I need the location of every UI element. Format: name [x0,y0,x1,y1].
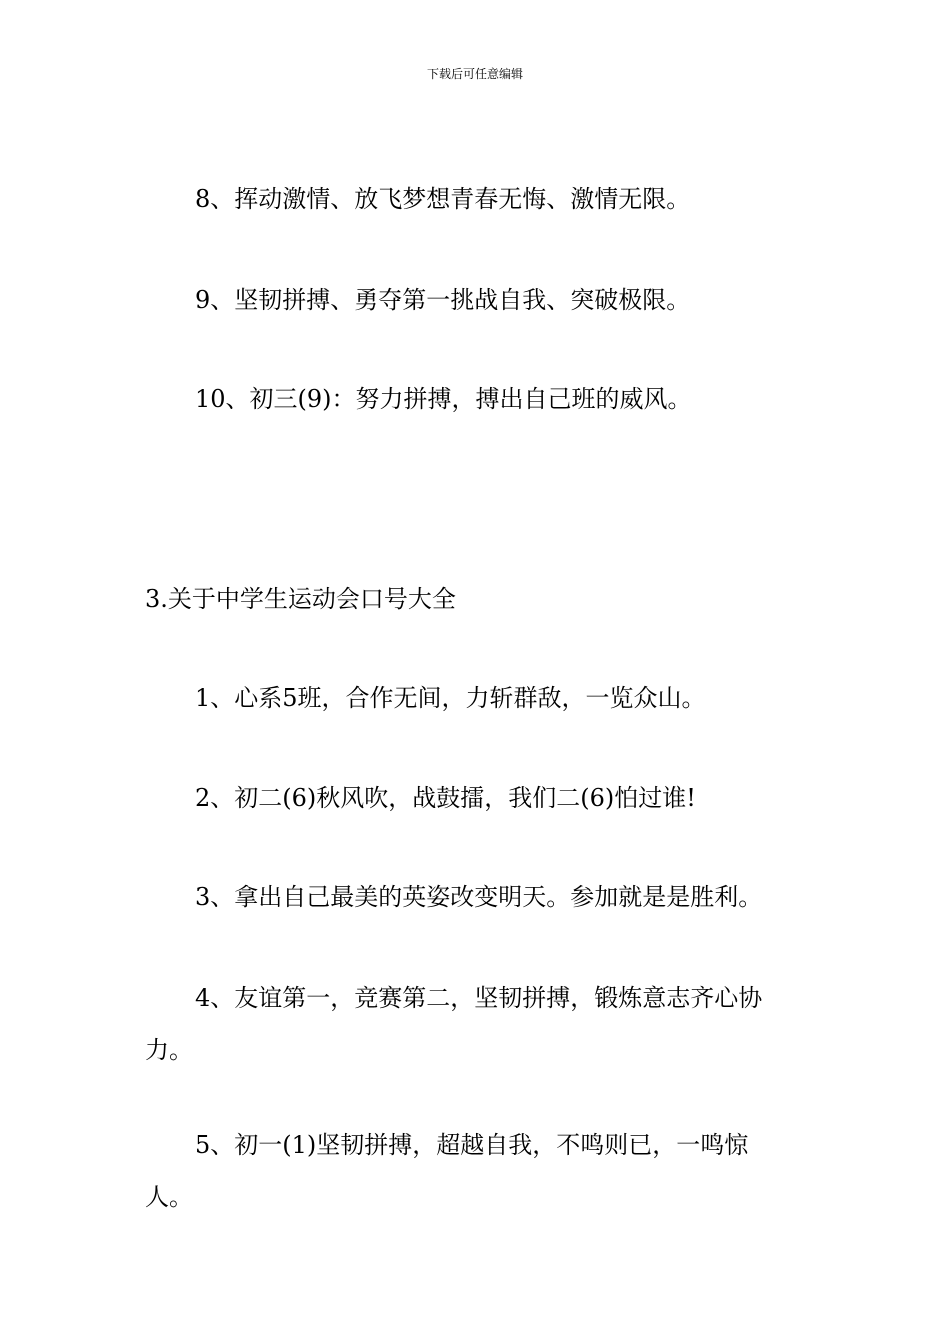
slogan-item-4-line1: 4、友谊第一，竞赛第二，坚韧拼搏，锻炼意志齐心协 [195,984,763,1012]
slogan-item-3: 3、拿出自己最美的英姿改变明天。参加就是是胜利。 [195,883,763,911]
slogan-item-1: 1、心系5班，合作无间，力斩群敌，一览众山。 [195,684,706,712]
slogan-item-10: 10、初三(9)：努力拼搏，搏出自己班的威风。 [195,385,692,413]
slogan-item-5-line1: 5、初一(1)坚韧拼搏，超越自我，不鸣则已，一鸣惊 [195,1131,749,1159]
header-note: 下载后可任意编辑 [426,67,523,81]
slogan-item-8: 8、挥动激情、放飞梦想青春无悔、激情无限。 [195,185,691,213]
section-heading: 3.关于中学生运动会口号大全 [145,585,456,613]
slogan-item-5-line2: 人。 [145,1183,193,1211]
slogan-item-4-line2: 力。 [145,1036,193,1064]
slogan-item-2: 2、初二(6)秋风吹，战鼓擂，我们二(6)怕过谁! [195,784,696,812]
slogan-item-9: 9、坚韧拼搏、勇夺第一挑战自我、突破极限。 [195,286,691,314]
